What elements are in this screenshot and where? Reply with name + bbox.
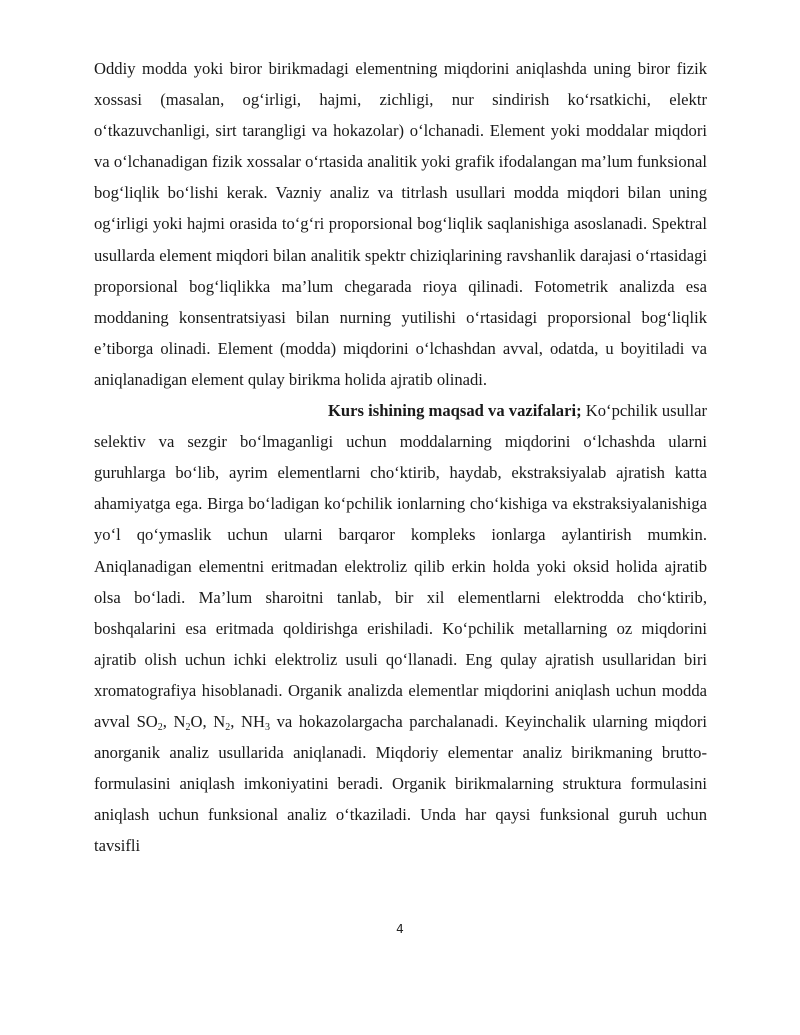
paragraph-text-part-2: va hokazolargacha parchalanadi. Keyinchalik ularning miqdori anorganik analiz usullarida aniqlanadi. Miqdoriy elementar analiz birikmaning brutto-formulasini aniqlash imkoniyatini beradi. Organik birikmalarning struktura formulasini aniqlash uchun funksional analiz o‘tkaziladi. Unda har qaysi funksional guruh uchun tavsifli [94,711,708,856]
paragraph-intro: Oddiy modda yoki biror birikmadagi elementning miqdorini aniqlashda uning biror fizik xossasi (masalan, og‘irligi, hajmi, zichligi, nur sindirish ko‘rsatkichi, elektr o‘tkazuvchanligi, sirt tarangligi va hokazolar) o‘lchanadi. Element yoki moddalar miqdori va o‘lchanadigan fizik xossalar o‘rtasida analitik yoki grafik ifodalangan ma’lum funksional bog‘liqlik bo‘lishi kerak. Vazniy analiz va titrlash usullari modda miqdori bilan uning og‘irligi yoki hajmi orasida to‘g‘ri proporsional bog‘liqlik saqlanishiga asoslanadi. Spektral usullarda element miqdori bilan analitik spektr chiziqlarining ravshanlik darajasi o‘rtasidagi proporsional bog‘liqlikka ma’lum chegarada rioya qilinadi. Fotometrik analizda esa moddaning konsentratsiyasi bilan nurning yutilishi o‘rtasidagi proporsional bog‘liqlik e’tiborga olinadi. Element (modda) miqdorini o‘lchashdan avval, odatda, u boyitiladi va aniqlanadigan element qulay birikma holida ajratib olinadi. [94,59,707,389]
formula-n2: $N_2$ [213,711,231,733]
formula-nh3: $NH_3$ [241,711,270,733]
paragraph-goals: Kurs ishining maqsad va vazifalari; Ko‘pchilik usullar selektiv va sezgir bo‘lmaganligi uchun moddalarning miqdorini o‘lchashda ularni guruhlarga bo‘lib, ayrim elementlarni cho‘ktirib, haydab, ekstraksiyalab ajratish katta ahamiyatga ega. Birga bo‘ladigan ko‘pchilik ionlarning cho‘kishiga va ekstraksiyalanishiga yo‘l qo‘ymaslik uchun ularni barqaror kompleks ionlarga aylantirish mumkin. Aniqlanadigan elementni eritmadan elektroliz qilib erkin holda yoki oksid holida ajratib olsa bo‘ladi. Ma’lum sharoitni tanlab, bir xil elementlarni elektrodda cho‘ktirib, boshqalarini esa eritmada qoldirishga erishiladi. Ko‘pchilik metallarning oz miqdorini ajratib olish uchun ichki elektroliz usuli qo‘llanadi. Eng qulay ajratish usullaridan biri xromatografiya hisoblanadi. Organik analizda elementlar miqdorini aniqlash uchun modda avval $SO_2$, $N_2O$, $N_2$, $NH_3$ va hokazolargacha parchalanadi. Keyinchalik ularning miqdori anorganik analiz usullarida aniqlanadi. Miqdoriy elementar analiz birikmaning brutto-formulasini aniqlash imkoniyatini beradi. Organik birikmalarning struktura formulasini aniqlash uchun funksional analiz o‘tkaziladi. Unda har qaysi funksional guruh uchun tavsifli [94,401,708,856]
section-heading: Kurs ishining maqsad va vazifalari; [328,401,582,421]
formula-n2o: $N_2O$ [173,711,203,733]
paragraph-text-part-1: Ko‘pchilik usullar selektiv va sezgir bo‘lmaganligi uchun moddalarning miqdorini o‘lchashda ularni guruhlarga bo‘lib, ayrim elementlarni cho‘ktirib, haydab, ekstraksiyalab ajratish katta ahamiyatga ega. Birga bo‘ladigan ko‘pchilik ionlarning cho‘kishiga va ekstraksiyalanishiga yo‘l qo‘ymaslik uchun ularni barqaror kompleks ionlarga aylantirish mumkin. Aniqlanadigan elementni eritmadan elektroliz qilib erkin holda yoki oksid holida ajratib olsa bo‘ladi. Ma’lum sharoitni tanlab, bir xil elementlarni elektrodda cho‘ktirib, boshqalarini esa eritmada qoldirishga erishiladi. Ko‘pchilik metallarning oz miqdorini ajratib olish uchun ichki elektroliz usuli qo‘llanadi. Eng qulay ajratish usullaridan biri xromatografiya hisoblanadi. Organik analizda elementlar miqdorini aniqlash uchun modda avval [94,401,707,731]
document-page [94,53,707,861]
formula-so2: $SO_2$ [136,711,163,733]
page-number: 4 [396,922,404,936]
